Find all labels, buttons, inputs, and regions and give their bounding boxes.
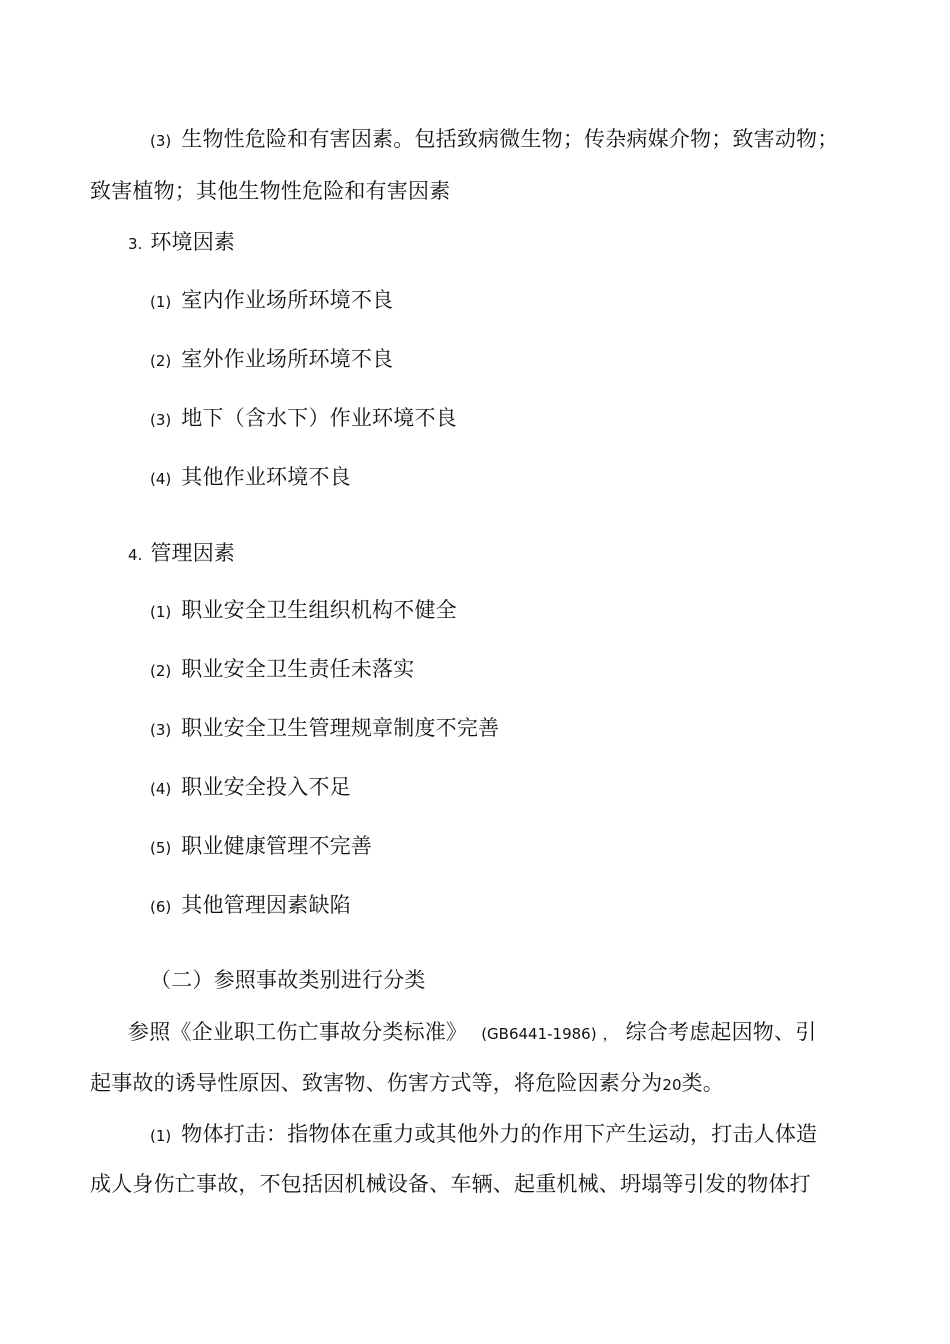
paragraph-text: 参照《企业职工伤亡事故分类标准》 <box>128 1020 468 1044</box>
env-item-2 <box>150 345 393 375</box>
mgmt-item-6 <box>150 891 351 921</box>
mgmt-item-1 <box>150 596 457 626</box>
env-item-3 <box>150 404 457 434</box>
paragraph-text: 物体打击：指物体在重力或其他外力的作用下产生运动，打击人体造 <box>181 1122 818 1146</box>
para-line-2 <box>90 1069 724 1099</box>
item-number: (6) <box>150 898 172 916</box>
item-number: (3) <box>150 411 172 429</box>
item-text: 职业安全卫生管理规章制度不完善 <box>181 716 500 740</box>
item-text: 职业安全卫生责任未落实 <box>181 657 415 681</box>
item-text: 其他管理因素缺陷 <box>181 893 351 917</box>
env-item-1 <box>150 286 393 316</box>
bio-line-2 <box>90 177 450 205</box>
paragraph-text: 成人身伤亡事故，不包括因机械设备、车辆、起重机械、坍塌等引发的物体打 <box>90 1172 811 1196</box>
bio-line-1 <box>150 125 838 155</box>
item-number: (5) <box>150 839 172 857</box>
item-text: 职业安全卫生组织机构不健全 <box>181 598 457 622</box>
comma: ， <box>602 1025 618 1043</box>
item-text: 室内作业场所环境不良 <box>181 288 394 312</box>
section-heading <box>150 966 426 994</box>
heading-number: 3. <box>128 235 143 253</box>
item-number: (4) <box>150 470 172 488</box>
item-text: 职业健康管理不完善 <box>181 834 373 858</box>
item-text: 其他作业环境不良 <box>181 465 351 489</box>
item-number: (1) <box>150 293 172 311</box>
item-text: 室外作业场所环境不良 <box>181 347 394 371</box>
mgmt-item-5 <box>150 832 372 862</box>
paragraph-text: 类。 <box>681 1071 724 1095</box>
item-number: (1) <box>150 603 172 621</box>
item-number: (1) <box>150 1127 172 1145</box>
paragraph-text: 起事故的诱导性原因、致害物、伤害方式等，将危险因素分为 <box>90 1071 663 1095</box>
heading-number: 4. <box>128 546 143 564</box>
item1-line-1 <box>150 1120 817 1150</box>
item-number: (4) <box>150 780 172 798</box>
mgmt-item-3 <box>150 714 499 744</box>
para-line-1 <box>128 1018 816 1048</box>
mgmt-item-2 <box>150 655 414 685</box>
env-heading <box>128 228 235 258</box>
item-number: (3) <box>150 721 172 739</box>
item-number: (2) <box>150 662 172 680</box>
standard-code: (GB6441-1986) <box>481 1025 597 1043</box>
env-item-4 <box>150 463 351 493</box>
heading-text: 环境因素 <box>150 230 236 254</box>
mgmt-heading <box>128 539 235 569</box>
item1-line-2 <box>90 1170 811 1198</box>
item-text: 职业安全投入不足 <box>181 775 351 799</box>
paragraph-text: 致害植物；其他生物性危险和有害因素 <box>90 179 451 203</box>
paragraph-text: 综合考虑起因物、引 <box>625 1020 817 1044</box>
section-heading-text: （二）参照事故类别进行分类 <box>150 968 426 992</box>
category-count: 20 <box>662 1076 682 1094</box>
paragraph-text: 生物性危险和有害因素。包括致病微生物；传杂病媒介物；致害动物； <box>181 127 839 151</box>
mgmt-item-4 <box>150 773 351 803</box>
item-text: 地下（含水下）作业环境不良 <box>181 406 457 430</box>
item-number: (3) <box>150 132 172 150</box>
heading-text: 管理因素 <box>150 541 236 565</box>
item-number: (2) <box>150 352 172 370</box>
